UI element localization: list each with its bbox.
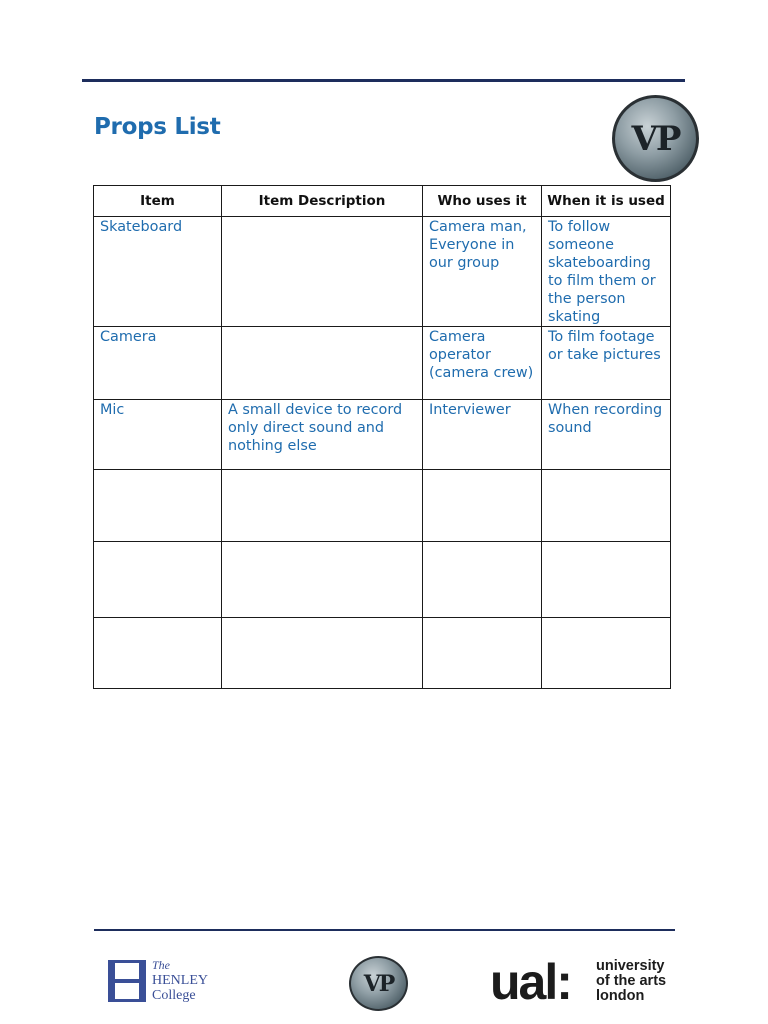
ual-logo-text: university of the arts london xyxy=(596,958,667,1004)
henley-h-icon xyxy=(108,960,146,1002)
cell-when xyxy=(542,542,671,618)
vp-footer-logo xyxy=(349,956,408,1011)
header-who-uses-it: Who uses it xyxy=(423,186,542,217)
header-item-description: Item Description xyxy=(222,186,423,217)
cell-item xyxy=(94,470,222,542)
ual-mark: ual: xyxy=(490,954,571,1010)
header-item: Item xyxy=(94,186,222,217)
cell-item: Mic xyxy=(94,400,222,470)
table-row xyxy=(94,217,671,327)
cell-description xyxy=(222,217,423,327)
vp-logo-text: VP xyxy=(631,118,680,159)
cell-description xyxy=(222,327,423,400)
table-row xyxy=(94,470,671,542)
ual-logo xyxy=(490,954,680,1010)
cell-description xyxy=(222,470,423,542)
table-row xyxy=(94,542,671,618)
table-row xyxy=(94,400,671,470)
cell-when: To film footage or take pictures xyxy=(542,327,671,400)
cell-item: Camera xyxy=(94,327,222,400)
cell-when xyxy=(542,470,671,542)
cell-description xyxy=(222,618,423,689)
cell-who: Camera operator (camera crew) xyxy=(423,327,542,400)
cell-item xyxy=(94,542,222,618)
cell-when xyxy=(542,618,671,689)
cell-when: When recording sound xyxy=(542,400,671,470)
table-row xyxy=(94,618,671,689)
cell-who: Interviewer xyxy=(423,400,542,470)
cell-item: Skateboard xyxy=(94,217,222,327)
cell-item xyxy=(94,618,222,689)
cell-who xyxy=(423,542,542,618)
bottom-divider xyxy=(94,929,675,931)
cell-who xyxy=(423,618,542,689)
page-title: Props List xyxy=(94,114,221,140)
henley-college-logo xyxy=(108,958,218,1004)
cell-description: A small device to record only direct sound and nothing else xyxy=(222,400,423,470)
cell-when: To follow someone skateboarding to film them or the person skating xyxy=(542,217,671,327)
props-table xyxy=(93,185,671,689)
cell-description xyxy=(222,542,423,618)
table-header-row xyxy=(94,186,671,217)
cell-who xyxy=(423,470,542,542)
table-row xyxy=(94,327,671,400)
henley-logo-text: The HENLEY College xyxy=(152,958,208,1003)
top-divider xyxy=(82,79,685,82)
vp-logo xyxy=(612,95,699,182)
header-when-it-is-used: When it is used xyxy=(542,186,671,217)
vp-footer-logo-text: VP xyxy=(363,970,394,997)
cell-who: Camera man, Everyone in our group xyxy=(423,217,542,327)
